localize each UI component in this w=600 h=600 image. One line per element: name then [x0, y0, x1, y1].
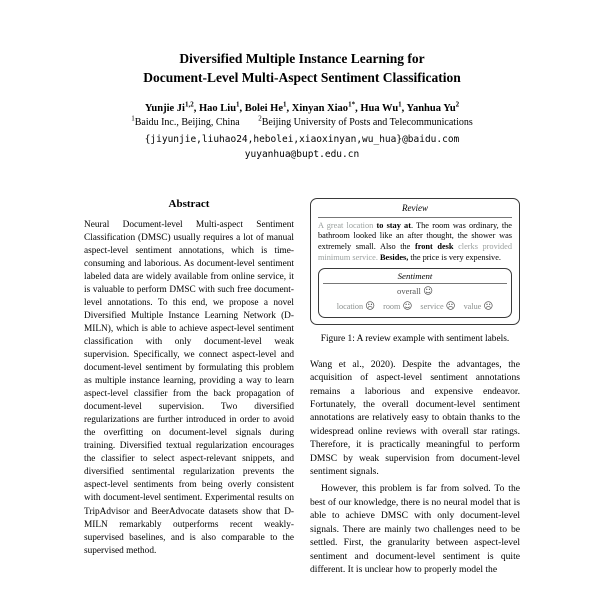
author: Yunjie Ji$^{1,2}$,: [144, 100, 199, 114]
author: Hua Wu$^1$,: [360, 100, 407, 114]
figure-1-box: [310, 198, 520, 325]
review-text: [318, 221, 512, 263]
frowny-face-icon: ☹: [365, 300, 376, 312]
left-column: [84, 198, 294, 576]
author: Bolei He$^1$,: [244, 100, 292, 114]
page-title: [84, 50, 520, 88]
email-line-1: {jiyunjie,liuhao24,hebolei,xiaoxinyan,wu_hua}@baidu.com: [144, 133, 460, 145]
sentiment-box: [318, 268, 512, 318]
affiliation: $^1$Baidu Inc., Beijing, China: [131, 114, 240, 128]
review-segment: to stay at: [376, 220, 411, 230]
review-segment: A great location: [318, 220, 377, 230]
aspect-service: service ☹: [420, 300, 456, 312]
abstract-text: Neural Document-level Multi-aspect Sentiment Classification (DMSC) usually requires a lot of manual aspect-level sentiment annotations, which is time-consuming and laborious. As document-level sentiment labeled data are widely available from online service, it is valuable to perform DMSC with such free document-level annotations. To this end, we propose a novel Diversified Multiple Instance Learning Network (D-MILN), which is able to achieve aspect-level sentiment classification with only document-level weak supervision. Specifically, we connect aspect-level and document-level sentiment by formulating this problem as multiple instance learning, providing a way to learn aspect-level classifier from the back propagation of document-level supervision. Two diversified regularizations are further introduced in order to avoid the overfitting on document-level signals during training. Diversified textual regularization encourages the classifier to select aspect-relevant snippets, and diversified sentimental regularization prevents the aspect-level sentiments from being overly consistent with document-level sentiment. Experimental results on TripAdvisor and BeerAdvocate datasets show that D-MILN remarkably outperforms recent weakly-supervised baselines, and is also comparable to the supervised method.: [84, 220, 294, 556]
title-line-2: Document-Level Multi-Aspect Sentiment Classification: [143, 69, 461, 85]
overall-sentiment: [323, 286, 507, 298]
overall-label: overall: [397, 286, 421, 297]
review-segment: . The room was ordinary, the bathroom looked like an after thought, the shower was extremely small. Also the: [318, 220, 512, 251]
aspect-value: value ☹: [463, 300, 494, 312]
review-segment: clerks provided minimum service.: [318, 241, 513, 262]
email-line-2: yuyanhua@bupt.edu.cn: [244, 148, 360, 160]
smiley-face-icon: ☺: [402, 300, 413, 312]
figure-1-caption: Figure 1: A review example with sentiment labels.: [320, 333, 510, 344]
frowny-face-icon: ☹: [445, 300, 456, 312]
aspect-location: location ☹: [336, 300, 376, 312]
aspect-sentiments: [323, 301, 507, 313]
two-column-layout: [84, 198, 520, 576]
affiliation: $^2$Beijing University of Posts and Telecommunications: [258, 114, 473, 128]
affiliation-line: [84, 114, 520, 128]
author: Hao Liu$^1$,: [198, 100, 245, 114]
review-segment: the price is very expensive.: [410, 252, 501, 262]
email-block: [84, 132, 520, 162]
abstract-heading: Abstract: [168, 198, 210, 211]
intro-paragraph-2: However, this problem is far from solved. To the best of our knowledge, there is no neural model that is able to achieve DMSC with only document-level signals. There are mainly two challenges need to be settled. First, the granularity between aspect-level sentiment and document-level sentiment is quite different. It is unclear how to properly model the: [310, 483, 520, 575]
right-column: [310, 198, 520, 576]
aspect-room: room ☺: [383, 300, 413, 312]
review-header: Review: [318, 203, 512, 218]
review-segment: front desk: [414, 241, 454, 251]
smiley-face-icon: ☺: [423, 286, 433, 298]
author: Xinyan Xiao$^{1*}$,: [291, 100, 361, 114]
intro-paragraph-1: Wang et al., 2020). Despite the advantages, the acquisition of aspect-level sentiment annotations remains a laborious and expensive endeavor. Fortunately, the overall document-level sentiment annotations are relatively easy to obtain thanks to the widespread online reviews with overall star ratings. Therefore, it is practically meaningful to perform DMSC by weak supervision from document-level sentiment signals.: [310, 358, 520, 478]
author: Yanhua Yu$^2$: [406, 100, 460, 114]
sentiment-header: Sentiment: [323, 271, 507, 284]
frowny-face-icon: ☹: [483, 300, 494, 312]
review-segment: Besides,: [379, 252, 411, 262]
title-line-1: Diversified Multiple Instance Learning for: [179, 51, 425, 66]
author-line: [84, 100, 520, 114]
